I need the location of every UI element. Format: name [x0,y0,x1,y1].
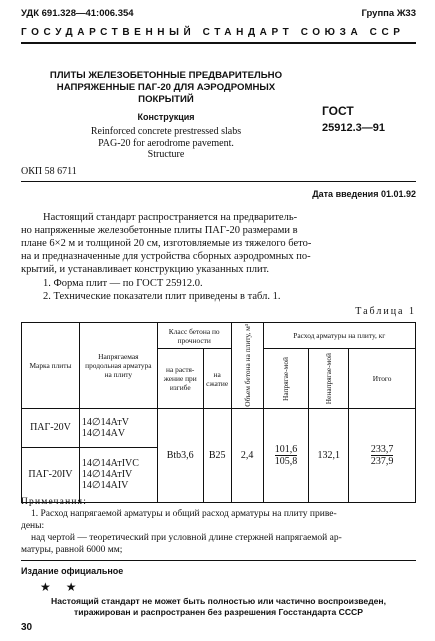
header-prestressed [263,349,309,408]
header-rebar: Напрягаемая продольная арматура на плиту [79,323,157,409]
udk-code: УДК 691.328—41:006.354 [21,8,134,19]
intro-line-2: но напряженные железобетонные плиты ПАГ-20 размерами в [21,225,298,236]
header-tension-bending: на растя-жение при изгибе [157,349,203,408]
header-concrete-class: Класс бетона по прочности [157,323,231,349]
okp-rule [21,181,416,182]
introduction-date: Дата введения 01.01.92 [312,189,416,199]
note-1: 1. Расход напрягаемой арматуры и общий расход арматуры на плиту приве- [31,509,337,519]
rebar-2c: 14∅14АIV [81,480,129,492]
footer-rule [21,560,416,561]
header-non-prestressed [309,349,349,408]
header-compression: на сжатие [203,349,231,408]
total-theoretical: 233,7 [370,443,394,455]
title-line-2: НАПРЯЖЕННЫЕ ПАГ-20 ДЛЯ АЭРОДРОМНЫХ [56,82,276,93]
title-subtitle: Конструкция [137,112,195,122]
cell-rebar-2 [79,447,157,502]
table-caption: Таблица 1 [355,306,416,317]
note-2: над чертой — теоретический при условной длине стержней напрягаемой ар- [31,533,342,543]
cell-non-prestressed: 132,1 [309,408,349,502]
header-non-prestressed-text: Ненапрягае-мой [324,352,334,405]
item-2: 2. Технические показатели плит приведены в табл. 1. [43,291,281,302]
cell-rebar-1 [79,408,157,447]
english-title-line-2: PAG-20 for aerodrome pavement. [98,137,234,149]
table-row [22,408,416,447]
intro-line-1: Настоящий стандарт распространяется на предваритель- [43,212,298,223]
header-steel-total: Расход арматуры на плиту, кг [263,323,415,349]
reprint-line-2: тиражирован и распространен без разрешения Госстандарта СССР [74,607,363,617]
header-mark: Марка плиты [22,323,80,409]
cell-mark-1: ПАГ-20V [22,408,80,447]
total-actual: 237,9 [370,455,394,467]
cell-tension: Вtb3,6 [157,408,203,502]
english-title-line-1: Reinforced concrete prestressed slabs [90,126,242,137]
rebar-2a: 14∅14АтIVC [81,458,139,470]
prestressed-theoretical: 101,6 [274,443,298,455]
intro-line-4: на и предназначенные для устройства сборных аэродромных по- [21,251,311,262]
note-2-cont: матуры, равной 6000 мм; [21,545,123,555]
edition-stars: ★ ★ [40,580,83,594]
rebar-1b: 14∅14АV [81,427,126,439]
title-line-1: ПЛИТЫ ЖЕЛЕЗОБЕТОННЫЕ ПРЕДВАРИТЕЛЬНО [49,70,283,81]
english-title-line-3: Structure [147,149,185,160]
header-prestressed-text: Напрягае-мой [281,356,291,401]
document-title [21,70,311,106]
gost-number: 25912.3—91 [322,122,385,134]
gost-label: ГОСТ [322,104,354,118]
reprint-notice [21,596,416,618]
title-line-3: ПОКРЫТИЙ [138,94,194,105]
rebar-2b: 14∅14АтIV [81,469,133,481]
table-header-row-1 [22,323,416,349]
intro-line-5: крытий, и устанавливает конструкцию указанных плит. [21,264,270,275]
group-code: Группа Ж33 [361,8,416,19]
item-1: 1. Форма плит — по ГОСТ 25912.0. [43,278,203,289]
header-total: Итого [349,349,416,408]
cell-prestressed [263,408,309,502]
banner-rule [21,42,416,44]
data-table [21,322,416,503]
intro-line-3: плане 6×2 м и толщиной 20 см, изготовляемые из тяжелого бето- [21,238,312,249]
okp-code: ОКП 58 6711 [21,166,77,177]
notes-title: Примечания: [21,497,88,507]
rebar-1a: 14∅14АтV [81,416,129,428]
standard-banner: ГОСУДАРСТВЕННЫЙ СТАНДАРТ СОЮЗА ССР [21,27,405,38]
official-edition: Издание официальное [21,566,124,576]
note-1-cont: дены: [21,521,45,531]
page-number: 30 [21,622,33,633]
reprint-line-1: Настоящий стандарт не может быть полностью или частично воспроизведен, [50,596,387,606]
header-volume [231,323,263,409]
cell-volume: 2,4 [231,408,263,502]
english-title [21,126,311,161]
header-volume-text: Объем бетона на плиту, м³ [242,324,252,407]
cell-total [349,408,416,502]
prestressed-actual: 105,8 [274,455,298,467]
cell-compression: В25 [203,408,231,502]
cell-mark-2: ПАГ-20IV [22,447,80,502]
